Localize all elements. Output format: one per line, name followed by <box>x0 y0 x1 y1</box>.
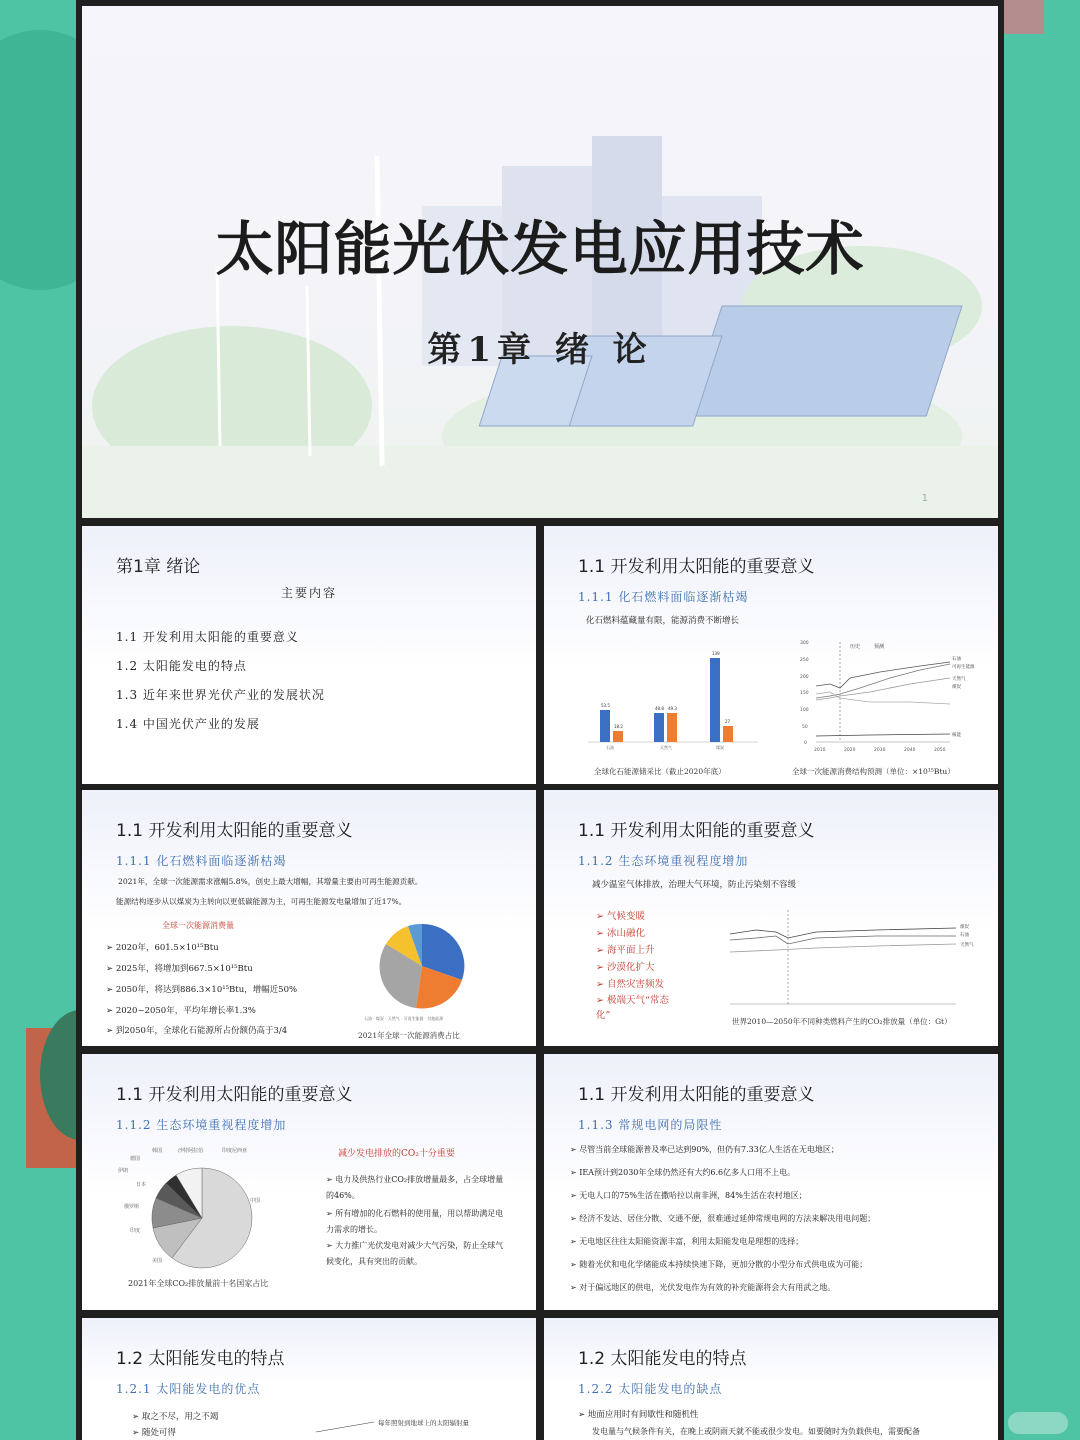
bullet-item: ➢ 大力推广光伏发电对减少大气污染，防止全球气候变化，具有突出的贡献。 <box>326 1241 504 1266</box>
line-coal <box>816 692 950 704</box>
series-label: 核能 <box>952 733 961 738</box>
toc-item: 1.4 中国光伏产业的发展 <box>116 717 260 731</box>
bar-label: 18.2 <box>614 724 623 729</box>
slide-environment[interactable] <box>544 790 998 1046</box>
slide-heading: 1.2 太阳能发电的特点 <box>578 1349 747 1369</box>
pie-caption: 2021年全球一次能源消费占比 <box>358 1031 460 1040</box>
line-nuclear <box>816 734 950 736</box>
figure-note: 每年照射到地球上的太阳辐射量 <box>378 1419 469 1427</box>
slide-heading: 1.1 开发利用太阳能的重要意义 <box>116 1085 353 1105</box>
bar-oil-2020 <box>613 731 623 742</box>
x-tick: 天然气 <box>660 745 672 750</box>
bullet-item: ➢ 到2050年，全球化石能源所占份额仍高于3/4 <box>106 1026 288 1036</box>
series-label: 石油 <box>960 933 969 938</box>
list-item: ➢ 气候变暖 <box>596 911 645 922</box>
bullet-item: ➢ 2050年，将达到886.3×10¹⁵Btu，增幅近50% <box>106 985 298 995</box>
bar-coal-2000 <box>710 658 720 742</box>
ground <box>82 446 998 518</box>
pie-caption: 2021年全球CO₂排放量前十名国家占比 <box>128 1279 269 1288</box>
slide-toc[interactable] <box>82 526 536 784</box>
slide-subheading: 1.1.3 常规电网的局限性 <box>578 1118 723 1132</box>
decor-block-topright <box>1004 0 1044 34</box>
bar-chart-caption: 全球化石能源储采比（截止2020年底） <box>594 767 726 776</box>
bullet-item: ➢ 尽管当前全球能源普及率已达到90%，但仍有7.33亿人生活在无电地区； <box>570 1145 839 1154</box>
slide-subheading: 1.1.2 生态环境重视程度增加 <box>578 854 749 868</box>
slide-disadvantages[interactable] <box>544 1318 998 1440</box>
pie-label: 沙特阿拉伯 <box>178 1148 204 1154</box>
pie-label: 日本 <box>136 1182 147 1188</box>
slide-subheading: 1.2.2 太阳能发电的缺点 <box>578 1382 723 1396</box>
y-tick: 250 <box>800 658 809 663</box>
y-tick: 300 <box>800 641 809 646</box>
series-label: 天然气 <box>952 677 966 682</box>
list-item: ➢ 沙漠化扩大 <box>596 962 655 973</box>
slide-subheading: 1.1.1 化石燃料面临逐渐枯竭 <box>578 590 749 604</box>
pie-label: 韩国 <box>152 1148 163 1154</box>
series-label: 煤炭 <box>952 685 961 690</box>
bar-gas-2000 <box>654 713 664 742</box>
x-tick: 煤炭 <box>716 745 724 750</box>
toc-subheading: 主要内容 <box>280 586 337 600</box>
bullet-item: ➢ 经济不发达、居住分散、交通不便，很难通过延伸常规电网的方法来解决用电问题； <box>570 1214 876 1223</box>
slide-subheading: 1.2.1 太阳能发电的优点 <box>116 1382 261 1396</box>
x-tick: 2030 <box>874 748 886 753</box>
y-tick: 200 <box>800 675 809 680</box>
y-tick: 0 <box>804 741 807 746</box>
pie-label: 美国 <box>152 1258 163 1264</box>
pie-label: 印度尼西亚 <box>222 1148 248 1154</box>
line-gas <box>730 944 956 952</box>
bar-gas-2020 <box>667 713 677 742</box>
paragraph: 发电量与气候条件有关，在晚上或阴雨天就不能或很少发电。如要随时为负载供电，需要配备 <box>592 1427 920 1436</box>
line-oil <box>816 662 950 688</box>
energy-pie-chart <box>372 918 482 1028</box>
section-title: 减少发电排放的CO₂十分重要 <box>338 1149 455 1159</box>
toc-item: 1.3 近年来世界光伏产业的发展状况 <box>116 688 325 702</box>
bullet-item: ➢ 无电人口的75%生活在撒哈拉以南非洲，84%生活在农村地区； <box>570 1191 807 1200</box>
y-tick: 50 <box>802 725 808 730</box>
bullet-item: ➢ 随着光伏和电化学储能成本持续快速下降，更加分散的小型分布式供电成为可能； <box>570 1260 868 1269</box>
bullet-item: ➢ 取之不尽，用之不竭 <box>132 1412 219 1422</box>
y-tick: 150 <box>800 691 809 696</box>
page-number: 1 <box>921 493 928 504</box>
line-oil <box>730 936 956 944</box>
list-item: ➢ 极端天气“常态化” <box>596 995 669 1021</box>
series-label: 天然气 <box>960 943 974 948</box>
slide-heading: 1.1 开发利用太阳能的重要意义 <box>116 821 353 841</box>
watermark-badge <box>1008 1412 1068 1434</box>
line-gas <box>816 678 950 700</box>
slide-heading: 第1章 绪论 <box>116 557 201 577</box>
presentation-title: 太阳能光伏发电应用技术 <box>215 215 865 283</box>
list-item: ➢ 海平面上升 <box>596 945 655 956</box>
slide-heading: 1.1 开发利用太阳能的重要意义 <box>578 557 815 577</box>
bullet-item: ➢ 无电地区往往太阳能资源丰富，利用太阳能发电是理想的选择； <box>570 1237 804 1246</box>
slide-subheading: 1.1.1 化石燃料面临逐渐枯竭 <box>116 854 287 868</box>
slide-co2-countries[interactable] <box>82 1054 536 1310</box>
bar-oil-2000 <box>600 710 610 742</box>
bullet-item: ➢ 随处可得 <box>132 1428 176 1438</box>
pie-label: 中国 <box>250 1198 261 1204</box>
chart-title: 全球一次能源消费量 <box>162 921 234 930</box>
chart-header: 预测 <box>874 644 885 650</box>
series-label: 石油 <box>952 657 961 662</box>
bar-label: 27 <box>725 719 731 724</box>
reserves-bar-chart <box>568 634 768 754</box>
series-label: 可再生能源 <box>952 665 975 670</box>
chart-caption: 世界2010—2050年不同种类燃料产生的CO₂排放量（单位：Gt） <box>732 1017 952 1026</box>
toc-item: 1.1 开发利用太阳能的重要意义 <box>116 630 299 644</box>
line-coal <box>730 928 956 938</box>
slide-subheading: 1.1.2 生态环境重视程度增加 <box>116 1118 287 1132</box>
bullet-item: ➢ 所有增加的化石燃料的使用量，用以帮助满足电力需求的增长。 <box>326 1209 504 1234</box>
co2-emission-line-chart <box>716 906 986 1016</box>
series-label: 煤炭 <box>960 925 969 930</box>
x-tick: 石油 <box>606 745 614 750</box>
slide-lead: 化石燃料蕴藏量有限，能源消费不断增长 <box>586 616 740 626</box>
bullet-item: ➢ 2025年，将增加到667.5×10¹⁵Btu <box>106 964 253 974</box>
slide-heading: 1.1 开发利用太阳能的重要意义 <box>578 1085 815 1105</box>
pie-label: 印度 <box>130 1228 141 1234</box>
paragraph: 能源结构逐步从以煤炭为主转向以更低碳能源为主，可再生能源发电量增加了近17%。 <box>116 897 407 906</box>
slide-lead: 减少温室气体排放，治理大气环境，防止污染刻不容缓 <box>592 880 797 890</box>
bullet-item: ➢ 2020年，601.5×10¹⁵Btu <box>106 943 219 953</box>
bar-label: 53.5 <box>601 703 610 708</box>
bullet-item: ➢ 2020~2050年，平均年增长率1.3% <box>106 1006 256 1016</box>
bullet-item: ➢ 地面应用时有间歇性和随机性 <box>578 1410 699 1420</box>
bullet-item: ➢ 电力及供热行业CO₂排放增量最多，占全球增量的46%。 <box>326 1175 504 1200</box>
chart-header: 历史 <box>850 644 861 650</box>
list-item: ➢ 冰山融化 <box>596 928 645 939</box>
energy-consumption-line-chart <box>790 638 990 758</box>
x-tick: 2010 <box>814 748 826 753</box>
pie-label: 德国 <box>130 1156 141 1162</box>
slide-heading: 1.2 太阳能发电的特点 <box>116 1349 285 1369</box>
x-tick: 2040 <box>904 748 916 753</box>
paragraph: 2021年，全球一次能源需求涨幅5.8%，创史上最大增幅，其增量主要由可再生能源贡献。 <box>118 877 423 886</box>
pie-legend: 石油 · 煤炭 · 天然气 · 可再生能源 · 其他能源 <box>364 1016 444 1021</box>
bar-label: 139 <box>712 651 720 656</box>
slide-advantages[interactable] <box>82 1318 536 1440</box>
note-leader-line <box>316 1418 376 1438</box>
bar-label: 48.8 <box>655 706 664 711</box>
pie-label: 伊朗 <box>118 1168 129 1174</box>
y-tick: 100 <box>800 708 809 713</box>
bar-coal-2020 <box>723 726 733 742</box>
x-tick: 2020 <box>844 748 856 753</box>
bullet-item: ➢ IEA预计到2030年全球仍然还有大约6.6亿多人口用不上电。 <box>570 1168 796 1177</box>
co2-country-pie-chart <box>112 1146 292 1286</box>
x-tick: 2050 <box>934 748 946 753</box>
title-slide[interactable] <box>82 6 998 518</box>
pie-label: 俄罗斯 <box>124 1204 140 1210</box>
line-chart-caption: 全球一次能源消费结构预测（单位：×10¹⁵Btu） <box>792 767 955 776</box>
toc-item: 1.2 太阳能发电的特点 <box>116 659 247 673</box>
chapter-title: 第1章 绪 论 <box>427 330 653 370</box>
list-item: ➢ 自然灾害频发 <box>596 979 664 990</box>
slide-energy-demand[interactable] <box>82 790 536 1046</box>
bar-label: 49.3 <box>668 706 677 711</box>
slide-grid-limitation[interactable] <box>544 1054 998 1310</box>
slide-heading: 1.1 开发利用太阳能的重要意义 <box>578 821 815 841</box>
slide-fossil-fuel-reserves[interactable] <box>544 526 998 784</box>
bullet-item: ➢ 对于偏远地区的供电，光伏发电作为有效的补充能源将会大有用武之地。 <box>570 1283 836 1292</box>
